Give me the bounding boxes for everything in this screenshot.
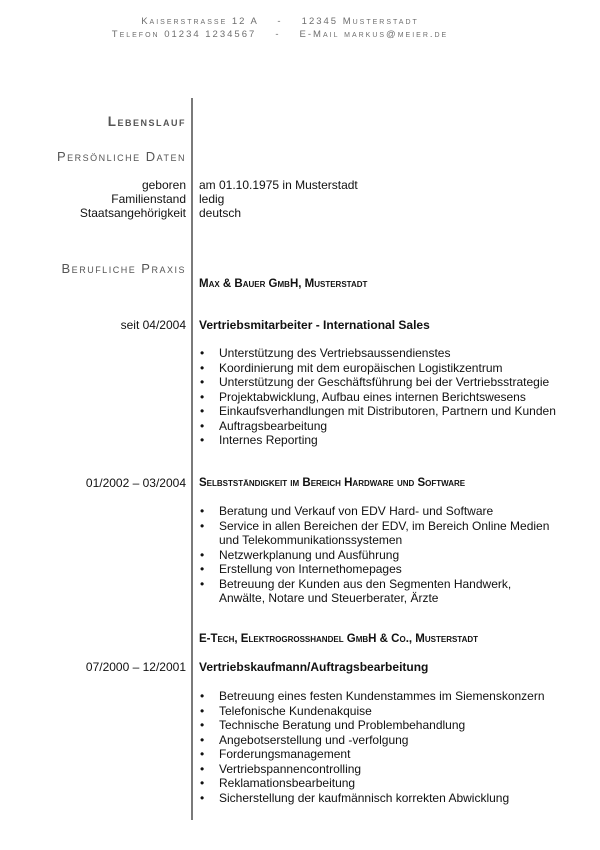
list-item: • Vertriebspannencontrolling	[199, 762, 579, 777]
city-text: 12345 Musterstadt	[301, 16, 419, 27]
label-born: geboren	[141, 178, 186, 192]
list-item: • Service in allen Bereichen der EDV, im Bereich Online Medien und Telekommunikationssystemen	[199, 519, 569, 548]
job-title: Vertriebskaufmann/Auftragsbearbeitung	[199, 660, 429, 674]
document-title: Lebenslauf	[107, 114, 186, 129]
street-text: Kaiserstrasse 12 A	[141, 16, 259, 27]
list-item: • Angebotserstellung und -verfolgung	[199, 733, 579, 748]
list-item: • Auftragsbearbeitung	[199, 419, 579, 434]
section-heading-career: Berufliche Praxis	[61, 261, 186, 276]
duties-list	[199, 504, 569, 606]
list-item: • Unterstützung der Geschäftsführung bei der Vertriebsstrategie	[199, 375, 579, 390]
duties-list	[199, 346, 579, 448]
list-item: • Reklamationsbearbeitung	[199, 776, 579, 791]
company-name: E-Tech, Elektrogrosshandel GmbH & Co., Musterstadt	[199, 633, 479, 645]
list-item: • Projektabwicklung, Aufbau eines internen Berichtswesens	[199, 390, 579, 405]
list-item: • Netzwerkplanung und Ausführung	[199, 548, 569, 563]
list-item: • Telefonische Kundenakquise	[199, 704, 579, 719]
company-name: Selbstständigkeit im Bereich Hardware und Software	[199, 477, 466, 489]
list-item: • Technische Beratung und Problembehandlung	[199, 718, 579, 733]
vertical-divider	[191, 98, 193, 820]
list-item: • Betreuung eines festen Kundenstammes im Siemenskonzern	[199, 689, 579, 704]
contact-line	[0, 29, 560, 40]
value-born: am 01.10.1975 in Musterstadt	[199, 178, 358, 192]
email-text: E-Mail markus@meier.de	[299, 29, 449, 40]
section-heading-personal: Persönliche Daten	[56, 149, 186, 164]
period-date: 01/2002 – 03/2004	[85, 476, 186, 490]
list-item: • Koordinierung mit dem europäischen Logistikzentrum	[199, 361, 579, 376]
list-item: • Sicherstellung der kaufmännisch korrekten Abwicklung	[199, 791, 579, 806]
list-item: • Forderungsmanagement	[199, 747, 579, 762]
company-name: Max & Bauer GmbH, Musterstadt	[199, 278, 368, 290]
value-marital-status: ledig	[199, 192, 225, 206]
separator: -	[275, 29, 281, 40]
address-line	[0, 16, 560, 27]
separator: -	[277, 16, 283, 27]
list-item: • Internes Reporting	[199, 433, 579, 448]
list-item: • Betreuung der Kunden aus den Segmenten Handwerk, Anwälte, Notare und Steuerberater, Ärzte	[199, 577, 519, 606]
label-nationality: Staatsangehörigkeit	[79, 206, 186, 220]
duties-list	[199, 689, 579, 805]
list-item: • Einkaufsverhandlungen mit Distributoren, Partnern und Kunden	[199, 404, 579, 419]
label-marital-status: Familienstand	[111, 192, 186, 206]
period-date: seit 04/2004	[120, 318, 186, 332]
list-item: • Erstellung von Internethomepages	[199, 562, 569, 577]
list-item: • Unterstützung des Vertriebsaussendienstes	[199, 346, 579, 361]
value-nationality: deutsch	[199, 206, 242, 220]
period-date: 07/2000 – 12/2001	[85, 660, 186, 674]
list-item: • Beratung und Verkauf von EDV Hard- und Software	[199, 504, 569, 519]
phone-text: Telefon 01234 1234567	[111, 29, 257, 40]
job-title: Vertriebsmitarbeiter - International Sales	[199, 318, 430, 332]
